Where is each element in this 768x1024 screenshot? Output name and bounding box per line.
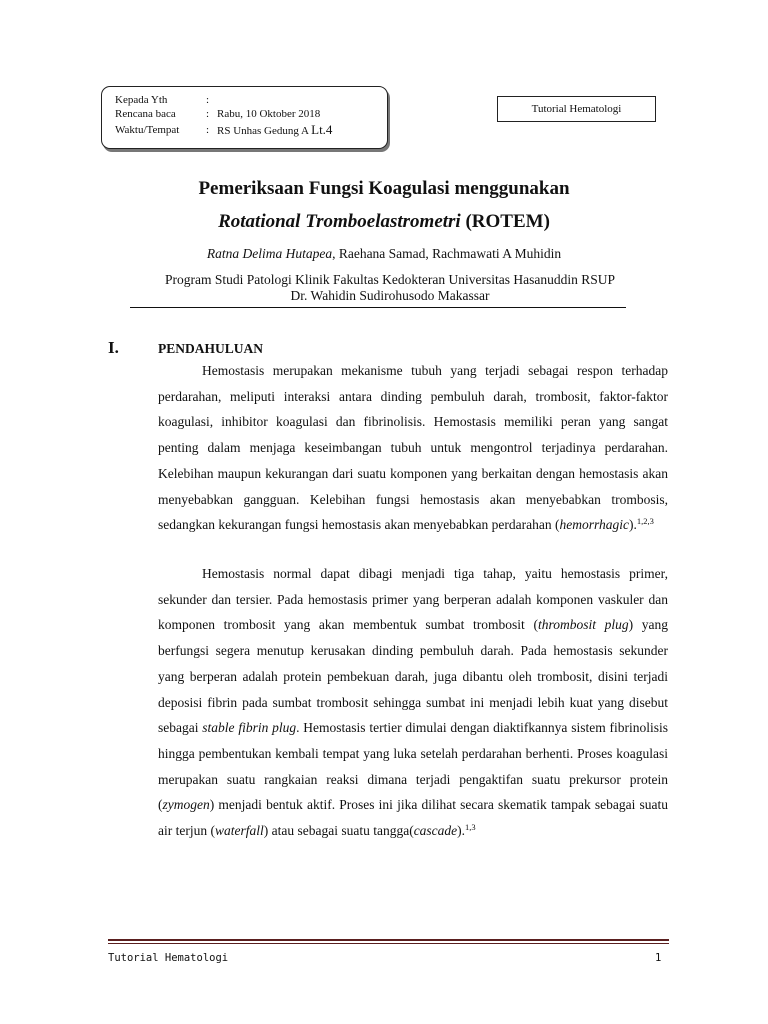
recipient-label: Kepada Yth — [115, 94, 168, 106]
page-number: 1 — [655, 952, 662, 964]
paragraph-2-text-e: ) atau sebagai suatu tangga( — [263, 823, 414, 839]
footer-title: Tutorial Hematologi — [108, 952, 229, 964]
section-heading: PENDAHULUAN — [158, 341, 264, 356]
time-place-separator: : — [206, 124, 210, 136]
paragraph-2-term-d: waterfall — [214, 823, 264, 839]
paragraph-2-text-d: ) menjadi bentuk aktif. Proses ini jika dilihat secara skematik tampak sebagai suatu air terjun ( — [158, 797, 668, 839]
co-authors: , Raehana Samad, Rachmawati A Muhidin — [332, 246, 562, 261]
paper-title-italic: Rotational Tromboelastrometri — [218, 211, 461, 232]
reading-plan-label: Rencana baca — [115, 108, 176, 120]
paper-title-line2 — [0, 211, 768, 233]
paragraph-2-text-a: Hemostasis normal dapat dibagi menjadi tiga tahap, yaitu hemostasis primer, sekunder dan tersier. Pada hemostasis primer yang berperan adalah komponen vaskuler dan komponen trombosit yang akan membentuk sumbat trombosit ( — [158, 566, 668, 633]
paragraph-2-text-c: . Hemostasis tertier dimulai dengan diaktifkannya sistem fibrinolisis hingga pembentukan kembali tempat yang luka setelah perdarahan berhenti. Proses koagulasi merupakan suatu rangkaian reaksi dimana terjadi pengaktifan suatu prekursor protein ( — [158, 720, 668, 813]
affiliation-line2: Dr. Wahidin Sudirohusodo Makassar — [290, 288, 490, 303]
paragraph-1-citation: 1,2,3 — [636, 516, 654, 527]
paragraph-2 — [158, 561, 668, 844]
paper-title-acronym: (ROTEM) — [460, 211, 550, 232]
paper-title-line1: Pemeriksaan Fungsi Koagulasi menggunakan — [198, 178, 570, 199]
course-tag-box: Tutorial Hematologi — [497, 96, 656, 122]
time-place-location: RS Unhas Gedung A — [217, 125, 309, 137]
affiliation — [130, 272, 650, 304]
time-place-value — [217, 123, 332, 139]
footer-rule-thin — [108, 943, 669, 944]
header-divider — [130, 307, 626, 308]
paragraph-2-citation: 1,3 — [465, 822, 476, 833]
paragraph-1-text: Hemostasis merupakan mekanisme tubuh yang terjadi sebagai respon terhadap perdarahan, meliputi interaksi antara dinding pembuluh darah, trombosit, faktor-faktor koagulasi, inhibitor koagulasi dan fibrinolisis. Hemostasis memiliki peran yang sangat penting dalam menjaga keseimbangan tubuh untuk mengontrol terjadinya perdarahan. Kelebihan maupun kekurangan dari suatu komponen yang berkaitan dengan hemostasis akan menyebabkan gangguan. Kelebihan fungsi hemostasis akan menyebabkan trombosis, sedangkan kekurangan fungsi hemostasis akan menyebabkan perdarahan ( — [158, 363, 668, 533]
affiliation-line1: Program Studi Patologi Klinik Fakultas Kedokteran Universitas Hasanuddin RSUP — [165, 272, 615, 287]
reading-schedule-box — [101, 86, 388, 149]
paragraph-2-text-b: ) yang berfungsi segera menutup kerusakan dinding pembuluh darah. Pada hemostasis sekunder yang berperan adalah protein pembekuan darah, juga dibantu oleh trombosit, disini terjadi deposisi fibrin pada sumbat trombosit sehingga sumbat ini menjadi lebih kuat yang disebut sebagai — [158, 617, 668, 736]
time-place-label: Waktu/Tempat — [115, 124, 180, 136]
first-author: Ratna Delima Hutapea — [206, 246, 333, 261]
reading-plan-separator: : — [206, 108, 210, 120]
recipient-separator: : — [206, 94, 210, 106]
reading-plan-value: Rabu, 10 Oktober 2018 — [217, 108, 321, 120]
paragraph-1 — [158, 358, 668, 538]
paragraph-2-term-e: cascade — [413, 823, 458, 839]
paragraph-1-italic-term: hemorrhagic — [559, 517, 629, 533]
paragraph-1-end: ). — [628, 517, 637, 533]
section-number: I. — [108, 338, 119, 357]
paragraph-2-text-f: ). — [457, 823, 466, 839]
paragraph-2-term-a: thrombosit plug — [537, 617, 629, 633]
paragraph-2-term-b: stable fibrin plug — [202, 720, 297, 736]
author-list — [0, 246, 768, 262]
footer-rule-thick — [108, 939, 669, 941]
time-place-floor: Lt.4 — [311, 122, 333, 137]
paragraph-2-term-c: zymogen — [162, 797, 210, 813]
